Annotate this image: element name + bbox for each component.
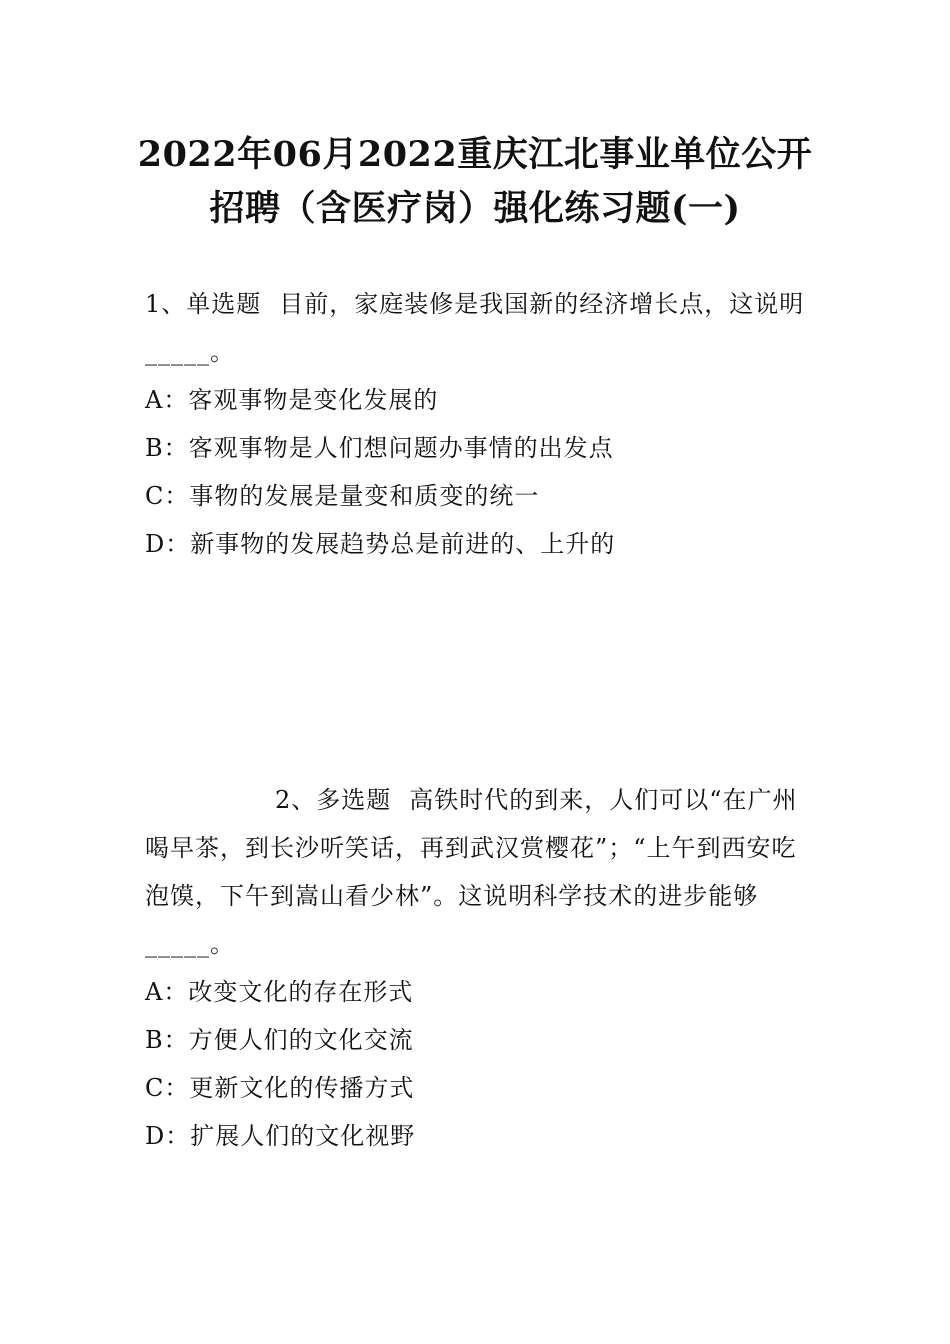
option-b: B：客观事物是人们想问题办事情的出发点 — [145, 434, 614, 462]
option-c: C：更新文化的传播方式 — [145, 1074, 415, 1102]
option-d: D：新事物的发展趋势总是前进的、上升的 — [145, 530, 616, 558]
question-number: 1、 — [145, 290, 187, 318]
option-b: B：方便人们的文化交流 — [145, 1026, 414, 1054]
document-title: 2022年06月2022重庆江北事业单位公开招聘（含医疗岗）强化练习题(一) — [137, 134, 813, 229]
option-d: D：扩展人们的文化视野 — [145, 1122, 416, 1150]
question-stem — [145, 776, 815, 968]
question-stem — [145, 280, 815, 376]
question-text: 高铁时代的到来，人们可以“在广州喝早茶，到长沙听笑话，再到武汉赏樱花”；“上午到西安吃泡馍，下午到嵩山看少林”。这说明科学技术的进步能够_____。 — [145, 786, 798, 958]
question-text: 目前，家庭装修是我国新的经济增长点，这说明_____。 — [145, 290, 805, 366]
option-c: C：事物的发展是量变和质变的统一 — [145, 482, 540, 510]
question-type: 多选题 — [316, 786, 392, 814]
question-type: 单选题 — [186, 290, 262, 318]
question-number: 2、 — [275, 786, 317, 814]
option-a: A：改变文化的存在形式 — [145, 978, 414, 1006]
option-a: A：客观事物是变化发展的 — [145, 386, 439, 414]
question-1 — [145, 280, 815, 568]
question-2 — [145, 776, 815, 1160]
